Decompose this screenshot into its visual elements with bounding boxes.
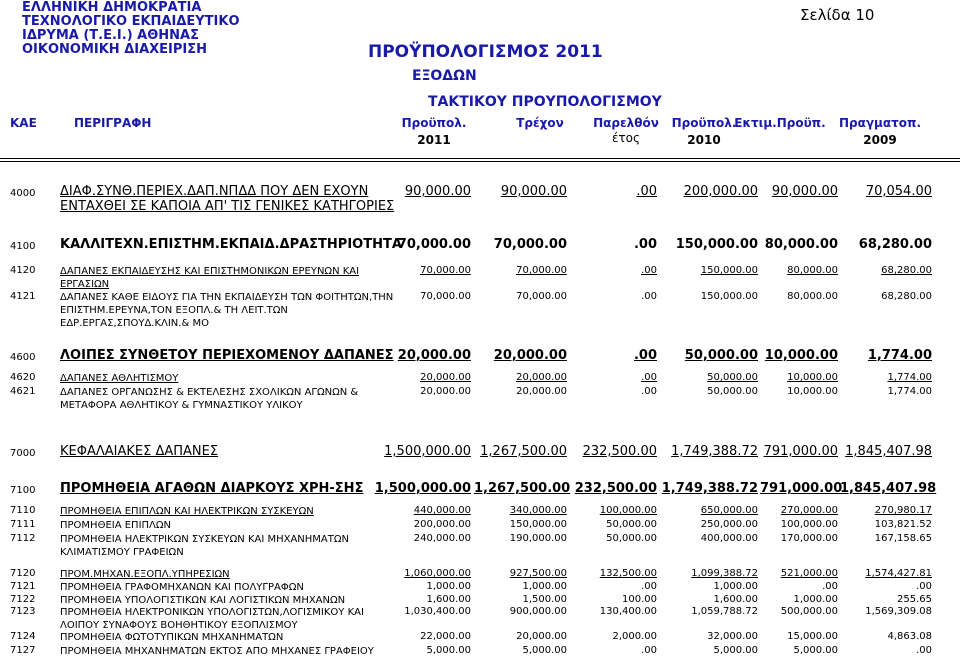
row-previous: 232,500.00 [574, 481, 657, 496]
row-previous: 130,400.00 [599, 606, 657, 617]
row-description: ΔΙΑΦ.ΣΥΝΘ.ΠΕΡΙΕΧ.ΔΑΠ.ΝΠΔΔ ΠΟΥ ΔΕΝ ΕΧΟΥΝ ΕΝΤΑΧΘΕΙ ΣΕ ΚΑΠΟΙΑ ΑΠ' ΤΙΣ ΓΕΝΙΚΕΣ ΚΑΤΗΓΟΡΙΕΣ [60, 184, 395, 214]
row-actual: 68,280.00 [881, 265, 932, 276]
row-current: 900,000.00 [509, 606, 567, 617]
row-code: 4121 [10, 291, 36, 302]
row-previous: 132,500.00 [599, 568, 657, 579]
row-budget-prev: 1,000.00 [713, 581, 758, 592]
row-previous: 232,500.00 [582, 444, 657, 459]
row-estimate: 10,000.00 [787, 386, 838, 397]
page-subtitle: ΕΞΟΔΩΝ [412, 68, 477, 84]
row-description: ΠΡΟΜΗΘΕΙΑ ΦΩΤΟΤΥΠΙΚΩΝ ΜΗΧΑΝΗΜΑΤΩΝ [60, 632, 284, 643]
col-previous-sub: έτος [611, 131, 641, 145]
row-estimate: 80,000.00 [787, 265, 838, 276]
row-budget: 70,000.00 [420, 265, 471, 276]
row-previous: 50,000.00 [606, 533, 657, 544]
row-previous: 2,000.00 [612, 631, 657, 642]
col-estimate: Εκτιμ.Προϋπ. [734, 116, 826, 130]
row-estimate: 90,000.00 [771, 184, 838, 199]
row-code: 4120 [10, 265, 36, 276]
row-actual: 1,574,427.81 [865, 568, 932, 579]
row-current: 1,267,500.00 [480, 444, 567, 459]
header-rule-top [0, 158, 960, 159]
row-budget-prev: 1,749,388.72 [671, 444, 758, 459]
row-budget: 20,000.00 [420, 386, 471, 397]
row-description: ΠΡΟΜΗΘΕΙΑ ΕΠΙΠΛΩΝ [60, 520, 171, 531]
row-current: 70,000.00 [493, 237, 567, 252]
row-budget-prev: 50,000.00 [684, 348, 758, 363]
org-name-line3: ΙΔΡΥΜΑ (Τ.Ε.Ι.) ΑΘΗΝΑΣ [22, 28, 199, 43]
row-budget: 240,000.00 [413, 533, 471, 544]
row-budget-prev: 150,000.00 [700, 265, 758, 276]
row-estimate: 500,000.00 [780, 606, 838, 617]
row-budget: 70,000.00 [420, 291, 471, 302]
row-estimate: 791,000.00 [760, 481, 843, 496]
row-estimate: 521,000.00 [780, 568, 838, 579]
row-current: 150,000.00 [509, 519, 567, 530]
row-actual: 1,845,407.98 [840, 481, 937, 496]
row-code: 4000 [10, 188, 36, 199]
row-code: 7122 [10, 594, 36, 605]
row-estimate: 80,000.00 [787, 291, 838, 302]
row-estimate: .00 [822, 581, 838, 592]
row-code: 4100 [10, 241, 36, 252]
row-description: ΠΡΟΜΗΘΕΙΑ ΥΠΟΛΟΓΙΣΤΙΚΩΝ ΚΑΙ ΛΟΓΙΣΤΙΚΩΝ ΜΗΧΑΝΩΝ [60, 595, 346, 606]
row-code: 7123 [10, 606, 36, 617]
col-budget-prev: Προϋπολ. [671, 116, 737, 130]
row-actual: 1,774.00 [887, 372, 932, 383]
row-code: 7000 [10, 448, 36, 459]
col-budget: Προϋπολ. [401, 116, 467, 130]
row-code: 7127 [10, 645, 36, 656]
row-previous: .00 [633, 237, 657, 252]
row-actual: 103,821.52 [874, 519, 932, 530]
col-current: Τρέχον [516, 116, 564, 130]
col-previous: Παρελθόν [593, 116, 659, 130]
row-code: 7120 [10, 568, 36, 579]
row-code: 7110 [10, 505, 36, 516]
row-budget: 1,060,000.00 [404, 568, 471, 579]
row-budget: 1,600.00 [426, 594, 471, 605]
row-estimate: 10,000.00 [764, 348, 838, 363]
row-actual: .00 [916, 581, 932, 592]
row-current: 927,500.00 [509, 568, 567, 579]
row-previous: .00 [641, 645, 657, 656]
row-previous: .00 [633, 348, 657, 363]
row-description: ΠΡΟΜΗΘΕΙΑ ΗΛΕΚΤΡΟΝΙΚΩΝ ΥΠΟΛΟΓΙΣΤΩΝ,ΛΟΓΙΣΜΙΚΟΥ ΚΑΙ ΛΟΙΠΟΥ ΣΥΝΑΦΟΥΣ ΒΟΗΘΗΤΙΚΟΥ ΕΞΟΠΛΙΣΜΟΥ [60, 607, 364, 631]
row-description: ΔΑΠΑΝΕΣ ΚΑΘΕ ΕΙΔΟΥΣ ΓΙΑ ΤΗΝ ΕΚΠΑΙΔΕΥΣΗ ΤΩΝ ΦΟΙΤΗΤΩΝ,ΤΗΝ ΕΠΙΣΤΗΜ.ΕΡΕΥΝΑ,ΤΟΝ ΕΞΟΠΛ.& ΤΗ ΛΕΙΤ.ΤΩΝ ΕΔΡ.ΕΡΓΑΣ,ΣΠΟΥΔ.ΚΛΙΝ.& ΜΟ [60, 292, 394, 329]
row-code: 4620 [10, 372, 36, 383]
row-estimate: 15,000.00 [787, 631, 838, 642]
row-previous: 100,000.00 [599, 505, 657, 516]
row-description: ΚΑΛΛΙΤΕΧΝ.ΕΠΙΣΤΗΜ.ΕΚΠΑΙΔ.ΔΡΑΣΤΗΡΙΟΤΗΤΑ [60, 237, 402, 252]
row-actual: 68,280.00 [881, 291, 932, 302]
row-budget: 20,000.00 [420, 372, 471, 383]
row-actual: .00 [916, 645, 932, 656]
row-budget-prev: 32,000.00 [707, 631, 758, 642]
row-current: 20,000.00 [493, 348, 567, 363]
header-rule-bottom [0, 161, 960, 162]
row-current: 20,000.00 [516, 386, 567, 397]
row-budget: 440,000.00 [413, 505, 471, 516]
row-actual: 1,774.00 [867, 348, 932, 363]
col-actual: Πραγματοπ. [838, 116, 922, 130]
row-budget: 200,000.00 [413, 519, 471, 530]
org-name-line4: ΟΙΚΟΝΟΜΙΚΗ ΔΙΑΧΕΙΡΙΣΗ [22, 42, 208, 57]
row-actual: 4,863.08 [887, 631, 932, 642]
row-description: ΠΡΟΜΗΘΕΙΑ ΗΛΕΚΤΡΙΚΩΝ ΣΥΣΚΕΥΩΝ ΚΑΙ ΜΗΧΑΝΗΜΑΤΩΝ ΚΛΙΜΑΤΙΣΜΟΥ ΓΡΑΦΕΙΩΝ [60, 534, 350, 558]
row-previous: .00 [641, 386, 657, 397]
row-budget-prev: 5,000.00 [713, 645, 758, 656]
row-budget-prev: 1,059,788.72 [691, 606, 758, 617]
row-previous: .00 [641, 291, 657, 302]
col-budget-year: 2011 [417, 133, 451, 147]
row-budget-prev: 650,000.00 [700, 505, 758, 516]
row-description: ΛΟΙΠΕΣ ΣΥΝΘΕΤΟΥ ΠΕΡΙΕΧΟΜΕΝΟΥ ΔΑΠΑΝΕΣ [60, 348, 394, 363]
section-title: ΤΑΚΤΙΚΟΥ ΠΡΟΥΠΟΛΟΓΙΣΜΟΥ [428, 94, 662, 110]
row-description: ΠΡΟΜ.ΜΗΧΑΝ.ΕΞΟΠΛ.ΥΠΗΡΕΣΙΩΝ [60, 569, 230, 580]
row-budget: 1,000.00 [426, 581, 471, 592]
row-actual: 70,054.00 [865, 184, 932, 199]
row-actual: 1,845,407.98 [845, 444, 932, 459]
row-budget: 1,500,000.00 [384, 444, 471, 459]
row-previous: .00 [641, 581, 657, 592]
row-description: ΠΡΟΜΗΘΕΙΑ ΜΗΧΑΝΗΜΑΤΩΝ ΕΚΤΟΣ ΑΠΟ ΜΗΧΑΝΕΣ ΓΡΑΦΕΙΟΥ [60, 646, 374, 657]
row-budget: 90,000.00 [404, 184, 471, 199]
row-code: 7112 [10, 533, 36, 544]
page-number: Σελίδα 10 [800, 6, 875, 24]
row-budget: 22,000.00 [420, 631, 471, 642]
col-actual-year: 2009 [863, 133, 897, 147]
row-code: 4621 [10, 386, 36, 397]
row-current: 90,000.00 [500, 184, 567, 199]
row-current: 5,000.00 [522, 645, 567, 656]
row-current: 340,000.00 [509, 505, 567, 516]
row-budget-prev: 1,749,388.72 [661, 481, 758, 496]
row-description: ΔΑΠΑΝΕΣ ΕΚΠΑΙΔΕΥΣΗΣ ΚΑΙ ΕΠΙΣΤΗΜΟΝΙΚΩΝ ΕΡΕΥΝΩΝ ΚΑΙ ΕΡΓΑΣΙΩΝ [60, 266, 360, 290]
row-estimate: 80,000.00 [764, 237, 838, 252]
page-title: ΠΡΟΫΠΟΛΟΓΙΣΜΟΣ 2011 [368, 42, 603, 62]
row-budget-prev: 150,000.00 [675, 237, 758, 252]
row-previous: 50,000.00 [606, 519, 657, 530]
row-code: 7121 [10, 581, 36, 592]
row-estimate: 270,000.00 [780, 505, 838, 516]
row-current: 20,000.00 [516, 372, 567, 383]
col-budget-prev-year: 2010 [687, 133, 721, 147]
row-budget-prev: 50,000.00 [707, 372, 758, 383]
col-description: ΠΕΡΙΓΡΑΦΗ [74, 116, 152, 130]
row-description: ΠΡΟΜΗΘΕΙΑ ΑΓΑΘΩΝ ΔΙΑΡΚΟΥΣ ΧΡΗ-ΣΗΣ [60, 481, 364, 496]
row-actual: 255.65 [897, 594, 932, 605]
col-kae: ΚΑΕ [10, 116, 37, 130]
row-previous: 100.00 [622, 594, 657, 605]
row-estimate: 100,000.00 [780, 519, 838, 530]
row-budget-prev: 1,099,388.72 [691, 568, 758, 579]
row-current: 190,000.00 [509, 533, 567, 544]
row-code: 7124 [10, 631, 36, 642]
row-estimate: 791,000.00 [763, 444, 838, 459]
row-budget: 5,000.00 [426, 645, 471, 656]
row-previous: .00 [636, 184, 657, 199]
row-actual: 1,569,309.08 [865, 606, 932, 617]
row-current: 1,000.00 [522, 581, 567, 592]
row-budget: 20,000.00 [397, 348, 471, 363]
row-code: 7100 [10, 485, 36, 496]
org-name-line1: ΕΛΛΗΝΙΚΗ ΔΗΜΟΚΡΑΤΙΑ [22, 0, 202, 15]
row-actual: 1,774.00 [887, 386, 932, 397]
row-actual: 167,158.65 [874, 533, 932, 544]
row-budget-prev: 400,000.00 [700, 533, 758, 544]
row-estimate: 1,000.00 [793, 594, 838, 605]
row-actual: 68,280.00 [858, 237, 932, 252]
row-estimate: 170,000.00 [780, 533, 838, 544]
row-budget-prev: 50,000.00 [707, 386, 758, 397]
row-estimate: 5,000.00 [793, 645, 838, 656]
org-name-line2: ΤΕΧΝΟΛΟΓΙΚΟ ΕΚΠΑΙΔΕΥΤΙΚΟ [22, 14, 240, 29]
row-budget: 1,500,000.00 [374, 481, 471, 496]
row-current: 1,267,500.00 [474, 481, 571, 496]
row-code: 4600 [10, 352, 36, 363]
row-estimate: 10,000.00 [787, 372, 838, 383]
row-budget-prev: 1,600.00 [713, 594, 758, 605]
row-budget: 1,030,400.00 [404, 606, 471, 617]
row-previous: .00 [641, 372, 657, 383]
row-code: 7111 [10, 519, 36, 530]
row-description: ΠΡΟΜΗΘΕΙΑ ΓΡΑΦΟΜΗΧΑΝΩΝ ΚΑΙ ΠΟΛΥΓΡΑΦΩΝ [60, 582, 304, 593]
row-actual: 270,980.17 [874, 505, 932, 516]
row-current: 70,000.00 [516, 291, 567, 302]
row-previous: .00 [641, 265, 657, 276]
row-current: 70,000.00 [516, 265, 567, 276]
row-budget-prev: 150,000.00 [700, 291, 758, 302]
row-description: ΔΑΠΑΝΕΣ ΟΡΓΑΝΩΣΗΣ & ΕΚΤΕΛΕΣΗΣ ΣΧΟΛΙΚΩΝ ΑΓΩΝΩΝ & ΜΕΤΑΦΟΡΑ ΑΘΛΗΤΙΚΟΥ & ΓΥΜΝΑΣΤΙΚΟΥ ΥΛΙΚΟΥ [60, 387, 359, 411]
row-budget-prev: 200,000.00 [683, 184, 758, 199]
row-description: ΠΡΟΜΗΘΕΙΑ ΕΠΙΠΛΩΝ ΚΑΙ ΗΛΕΚΤΡΙΚΩΝ ΣΥΣΚΕΥΩΝ [60, 506, 314, 517]
row-description: ΚΕΦΑΛΑΙΑΚΕΣ ΔΑΠΑΝΕΣ [60, 444, 219, 459]
row-current: 1,500.00 [522, 594, 567, 605]
row-budget: 70,000.00 [397, 237, 471, 252]
row-budget-prev: 250,000.00 [700, 519, 758, 530]
row-description: ΔΑΠΑΝΕΣ ΑΘΛΗΤΙΣΜΟΥ [60, 373, 179, 384]
row-current: 20,000.00 [516, 631, 567, 642]
